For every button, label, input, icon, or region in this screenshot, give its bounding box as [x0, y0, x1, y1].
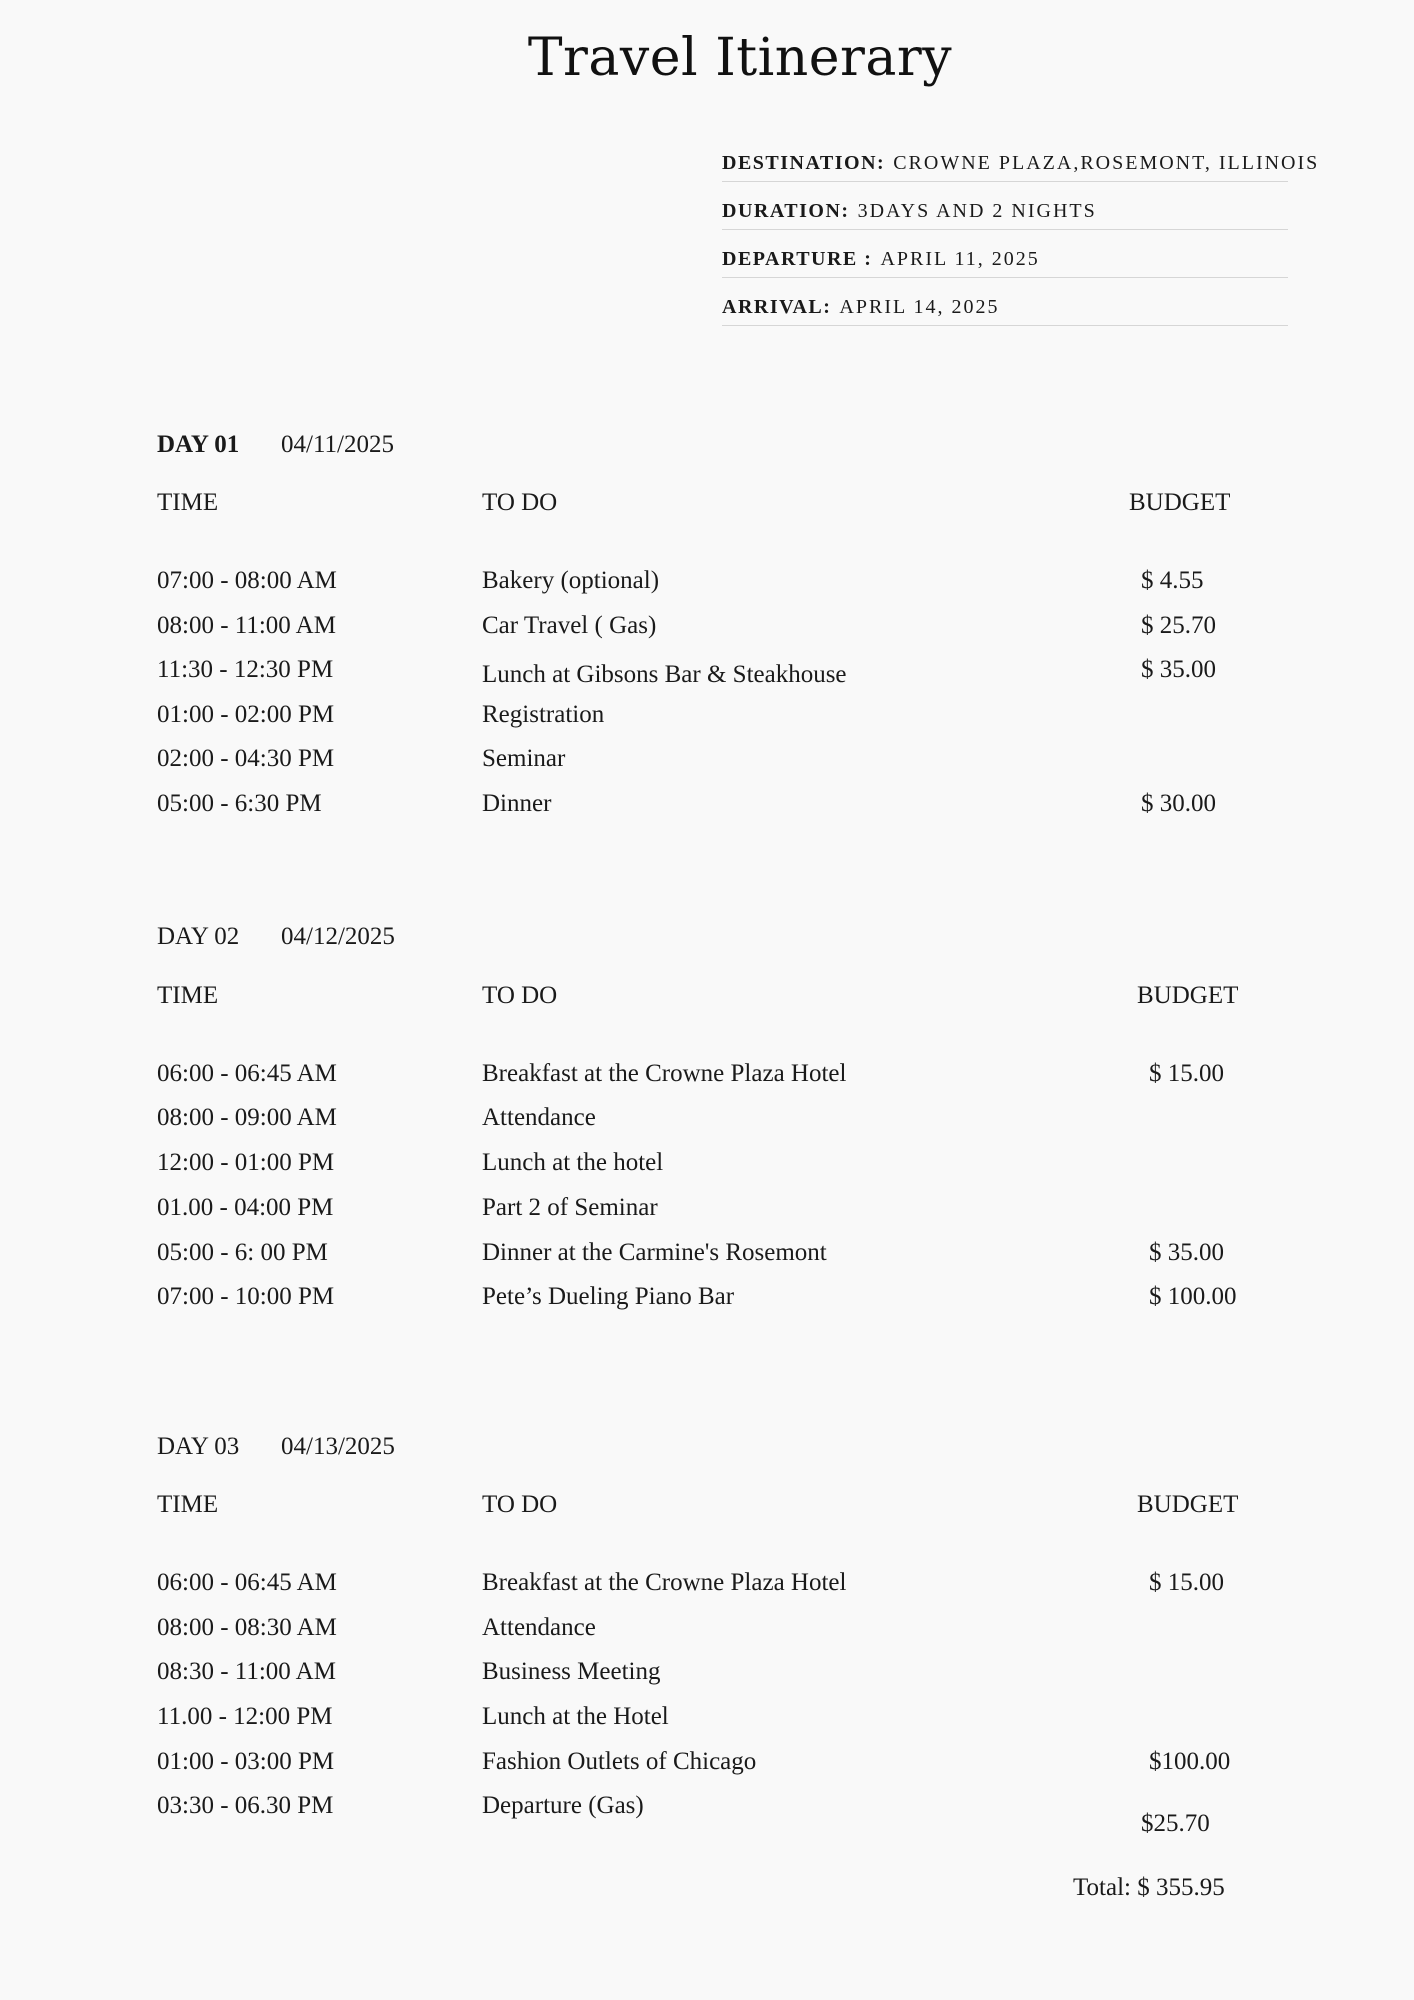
- page-title: Travel Itinerary: [527, 28, 953, 88]
- col-time-header: TIME: [157, 1491, 219, 1518]
- col-budget-header: BUDGET: [1137, 1491, 1239, 1518]
- row-todo: Fashion Outlets of Chicago: [482, 1748, 757, 1775]
- day-03-header: [157, 1433, 395, 1461]
- total-budget: Total: $ 355.95: [1073, 1874, 1225, 1901]
- row-time: 06:00 - 06:45 AM: [157, 1060, 337, 1087]
- row-time: 03:30 - 06.30 PM: [157, 1792, 334, 1819]
- trip-details: [722, 150, 1320, 326]
- col-todo-header: TO DO: [482, 489, 558, 516]
- detail-duration: [722, 182, 1288, 230]
- row-todo: Lunch at Gibsons Bar & Steakhouse: [482, 661, 847, 688]
- detail-arrival: [722, 278, 1288, 326]
- col-budget-header: BUDGET: [1137, 982, 1239, 1009]
- detail-value: APRIL 11, 2025: [880, 248, 1040, 270]
- row-todo: Pete’s Dueling Piano Bar: [482, 1283, 735, 1310]
- day-label: DAY 01: [157, 431, 240, 458]
- col-todo-header: TO DO: [482, 1491, 558, 1518]
- row-todo: Part 2 of Seminar: [482, 1194, 658, 1221]
- col-todo-header: TO DO: [482, 982, 558, 1009]
- row-budget: $ 30.00: [1141, 790, 1216, 817]
- row-todo: Dinner at the Carmine's Rosemont: [482, 1239, 827, 1266]
- row-todo: Business Meeting: [482, 1658, 661, 1685]
- row-todo: Attendance: [482, 1614, 596, 1641]
- row-todo: Dinner: [482, 790, 552, 817]
- day-label: DAY 02: [157, 923, 240, 950]
- row-todo: Lunch at the Hotel: [482, 1703, 669, 1730]
- row-time: 07:00 - 08:00 AM: [157, 567, 337, 594]
- detail-label: DURATION:: [722, 200, 850, 222]
- row-budget: $ 35.00: [1141, 656, 1216, 683]
- detail-departure: [722, 230, 1288, 278]
- row-time: 01:00 - 03:00 PM: [157, 1748, 335, 1775]
- day-date: 04/12/2025: [281, 923, 395, 950]
- row-time: 08:00 - 09:00 AM: [157, 1104, 337, 1131]
- row-budget: $ 15.00: [1149, 1569, 1224, 1596]
- day-date: 04/13/2025: [281, 1433, 395, 1460]
- detail-label: ARRIVAL:: [722, 296, 832, 318]
- detail-label: DESTINATION:: [722, 152, 886, 174]
- row-todo: Car Travel ( Gas): [482, 612, 657, 639]
- row-todo: Departure (Gas): [482, 1792, 644, 1819]
- row-time: 05:00 - 6: 00 PM: [157, 1239, 328, 1266]
- row-todo: Bakery (optional): [482, 567, 660, 594]
- day-date: 04/11/2025: [281, 431, 394, 458]
- row-time: 05:00 - 6:30 PM: [157, 790, 322, 817]
- row-time: 02:00 - 04:30 PM: [157, 745, 335, 772]
- row-time: 08:00 - 08:30 AM: [157, 1614, 337, 1641]
- row-budget: $ 35.00: [1149, 1239, 1224, 1266]
- row-time: 12:00 - 01:00 PM: [157, 1149, 335, 1176]
- row-time: 11:30 - 12:30 PM: [157, 656, 334, 683]
- row-budget: $100.00: [1149, 1748, 1231, 1775]
- row-budget: $25.70: [1141, 1810, 1210, 1837]
- day-02-header: [157, 923, 395, 951]
- detail-value: 3DAYS AND 2 NIGHTS: [857, 200, 1097, 222]
- row-todo: Breakfast at the Crowne Plaza Hotel: [482, 1569, 847, 1596]
- row-time: 01:00 - 02:00 PM: [157, 701, 335, 728]
- row-budget: $ 15.00: [1149, 1060, 1224, 1087]
- row-todo: Attendance: [482, 1104, 596, 1131]
- row-todo: Registration: [482, 701, 605, 728]
- row-time: 06:00 - 06:45 AM: [157, 1569, 337, 1596]
- row-budget: $ 4.55: [1141, 567, 1204, 594]
- row-todo: Seminar: [482, 745, 566, 772]
- row-todo: Breakfast at the Crowne Plaza Hotel: [482, 1060, 847, 1087]
- row-budget: $ 25.70: [1141, 612, 1216, 639]
- row-todo: Lunch at the hotel: [482, 1149, 664, 1176]
- detail-destination: [722, 150, 1320, 182]
- row-budget: $ 100.00: [1149, 1283, 1237, 1310]
- row-time: 08:30 - 11:00 AM: [157, 1658, 336, 1685]
- detail-label: DEPARTURE :: [722, 248, 873, 270]
- detail-value: APRIL 14, 2025: [839, 296, 1000, 318]
- col-budget-header: BUDGET: [1129, 489, 1231, 516]
- row-time: 07:00 - 10:00 PM: [157, 1283, 335, 1310]
- row-time: 01.00 - 04:00 PM: [157, 1194, 334, 1221]
- detail-value: CROWNE PLAZA,ROSEMONT, ILLINOIS: [893, 152, 1320, 174]
- col-time-header: TIME: [157, 489, 219, 516]
- row-time: 08:00 - 11:00 AM: [157, 612, 336, 639]
- day-label: DAY 03: [157, 1433, 240, 1460]
- col-time-header: TIME: [157, 982, 219, 1009]
- row-time: 11.00 - 12:00 PM: [157, 1703, 333, 1730]
- day-01-header: [157, 431, 394, 459]
